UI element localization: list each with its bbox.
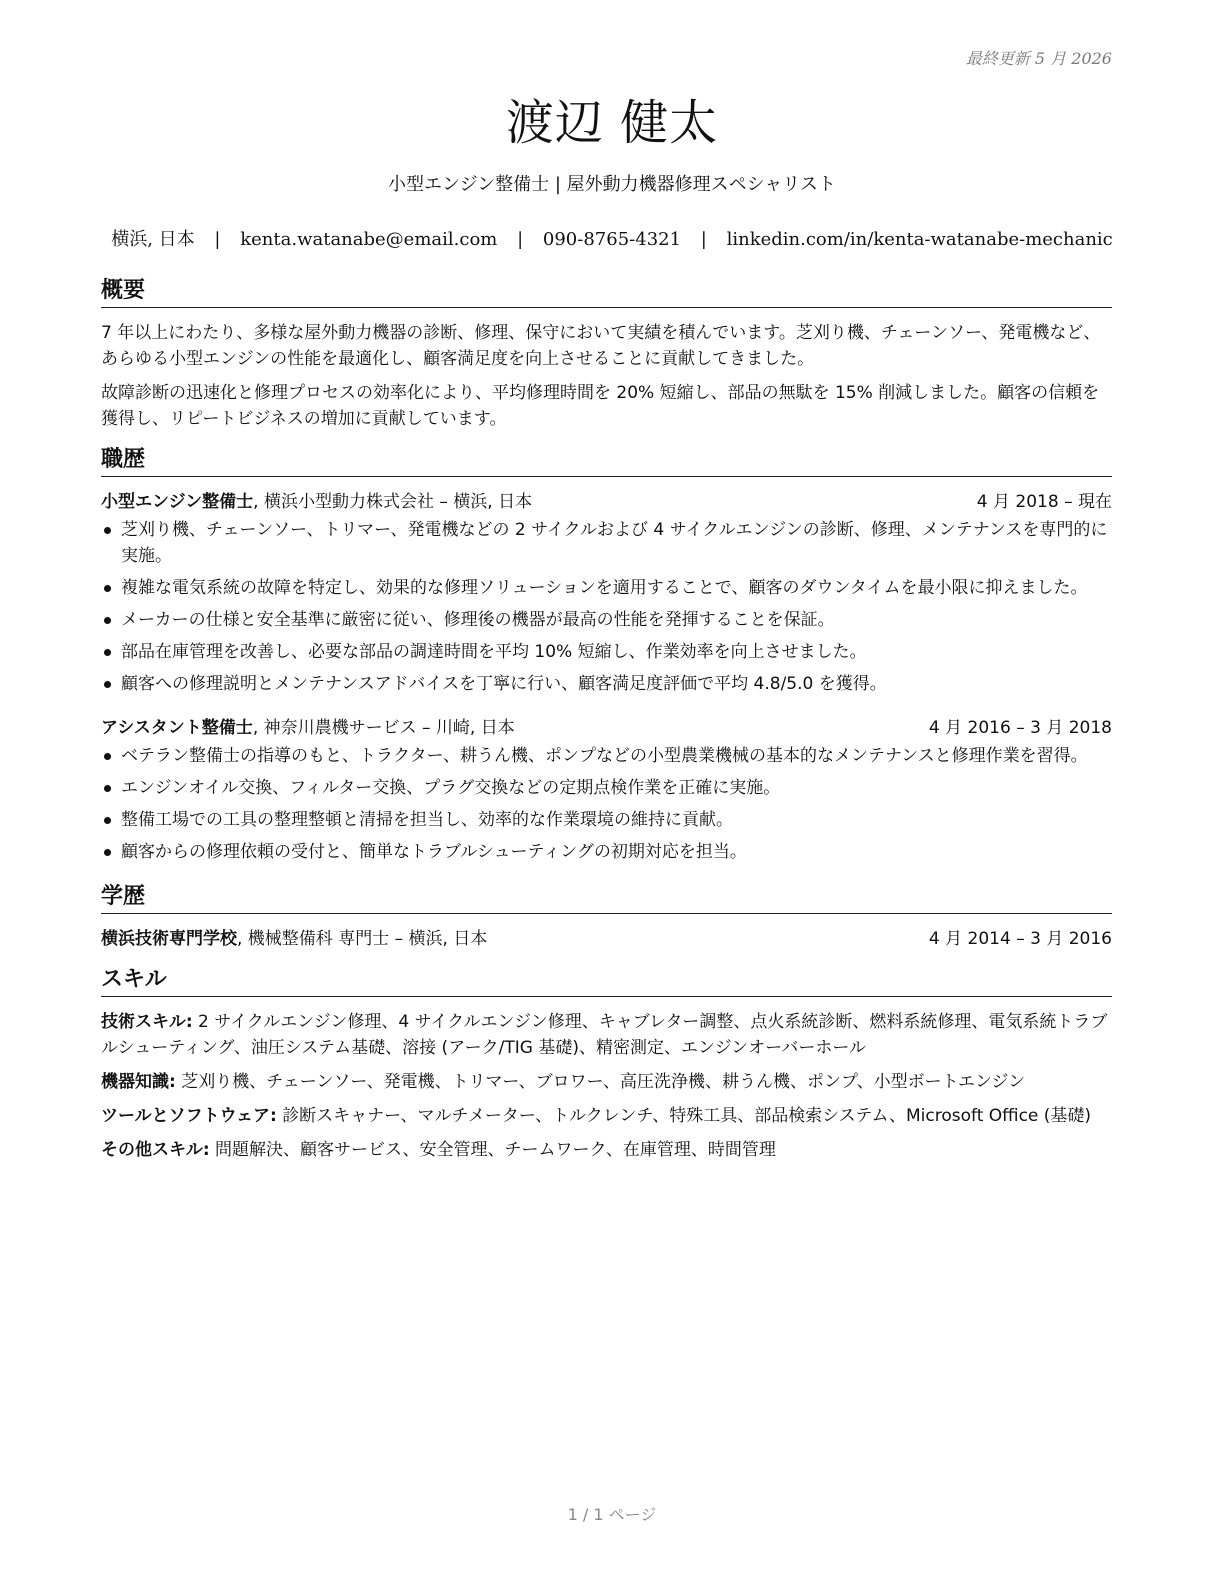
job-dates: 4 月 2016 – 3 月 2018 <box>928 718 1112 738</box>
section-heading-skills: スキル <box>101 966 1112 997</box>
job-title: アシスタント整備士 <box>101 718 253 738</box>
skill-row <box>101 1103 1112 1129</box>
contact-separator: | <box>214 229 221 250</box>
job-entry <box>101 489 1112 697</box>
summary-paragraph: 故障診断の迅速化と修理プロセスの効率化により、平均修理時間を 20% 短縮し、部品の無駄を 15% 削減しました。顧客の信頼を獲得し、リピートビジネスの増加に貢献しています。 <box>101 383 1100 429</box>
job-bullets <box>101 517 1112 697</box>
page-number: 1 / 1 ページ <box>567 1505 657 1524</box>
job-role <box>101 715 515 741</box>
skill-row <box>101 1009 1112 1061</box>
experience-section <box>101 446 1112 865</box>
section-heading-experience: 職歴 <box>101 446 1112 477</box>
candidate-name: 渡辺 健太 <box>505 95 719 151</box>
job-bullet: 部品在庫管理を改善し、必要な部品の調達時間を平均 10% 短縮し、作業効率を向上させました。 <box>101 639 1112 665</box>
resume-content <box>101 277 1112 1171</box>
last-updated: 最終更新 5 月 2026 <box>965 49 1112 68</box>
skill-text: 問題解決、顧客サービス、安全管理、チームワーク、在庫管理、時間管理 <box>209 1140 776 1160</box>
education-dates: 4 月 2014 – 3 月 2016 <box>928 929 1112 949</box>
job-bullet: 顧客からの修理依頼の受付と、簡単なトラブルシューティングの初期対応を担当。 <box>101 839 1112 865</box>
contact-phone[interactable]: 090-8765-4321 <box>542 229 682 250</box>
skill-text: 診断スキャナー、マルチメーター、トルクレンチ、特殊工具、部品検索システム、Microsoft Office (基礎) <box>276 1106 1092 1126</box>
job-header <box>101 489 1112 515</box>
education-section <box>101 883 1112 952</box>
job-bullet: メーカーの仕様と安全基準に厳密に従い、修理後の機器が最高の性能を発揮することを保証。 <box>101 607 1112 633</box>
job-entry <box>101 715 1112 865</box>
contact-line <box>0 225 1224 251</box>
contact-separator: | <box>517 229 524 250</box>
job-bullet: エンジンオイル交換、フィルター交換、プラグ交換などの定期点検作業を正確に実施。 <box>101 775 1112 801</box>
skill-label: 技術スキル: <box>101 1012 193 1032</box>
contact-location: 横浜, 日本 <box>111 229 195 250</box>
summary-paragraph: 7 年以上にわたり、多様な屋外動力機器の診断、修理、保守において実績を積んでいます。芝刈り機、チェーンソー、発電機など、あらゆる小型エンジンの性能を最適化し、顧客満足度を向上させることに貢献してきました。 <box>101 323 1101 369</box>
section-heading-summary: 概要 <box>101 277 1112 308</box>
skill-row <box>101 1069 1112 1095</box>
contact-email[interactable]: kenta.watanabe@email.com <box>240 229 498 250</box>
job-bullet: 整備工場での工具の整理整頓と清掃を担当し、効率的な作業環境の維持に貢献。 <box>101 807 1112 833</box>
education-school-line <box>101 926 487 952</box>
job-header <box>101 715 1112 741</box>
summary-section <box>101 277 1112 432</box>
job-bullet: 芝刈り機、チェーンソー、トリマー、発電機などの 2 サイクルおよび 4 サイクルエンジンの診断、修理、メンテナンスを専門的に実施。 <box>101 517 1112 569</box>
skills-section <box>101 966 1112 1163</box>
education-school: 横浜技術専門学校 <box>101 929 237 949</box>
job-bullet: 顧客への修理説明とメンテナンスアドバイスを丁寧に行い、顧客満足度評価で平均 4.8/5.0 を獲得。 <box>101 671 1112 697</box>
education-detail: , 機械整備科 専門士 – 横浜, 日本 <box>237 929 488 949</box>
job-dates: 4 月 2018 – 現在 <box>976 492 1112 512</box>
section-heading-education: 学歴 <box>101 883 1112 914</box>
skill-label: ツールとソフトウェア: <box>101 1106 277 1126</box>
contact-separator: | <box>700 229 707 250</box>
job-bullet: 複雑な電気系統の故障を特定し、効果的な修理ソリューションを適用することで、顧客のダウンタイムを最小限に抑えました。 <box>101 575 1112 601</box>
job-bullet: ベテラン整備士の指導のもと、トラクター、耕うん機、ポンプなどの小型農業機械の基本的なメンテナンスと修理作業を習得。 <box>101 743 1112 769</box>
job-subtitle: 小型エンジン整備士 | 屋外動力機器修理スペシャリスト <box>388 174 836 195</box>
skill-row <box>101 1137 1112 1163</box>
skill-label: 機器知識: <box>101 1072 176 1092</box>
job-role <box>101 489 532 515</box>
job-org: , 横浜小型動力株式会社 – 横浜, 日本 <box>253 492 533 512</box>
skill-text: 2 サイクルエンジン修理、4 サイクルエンジン修理、キャブレター調整、点火系統診断、燃料系統修理、電気系統トラブルシューティング、油圧システム基礎、溶接 (アーク/TIG 基礎)、精密測定、エンジンオーバーホール <box>101 1012 1108 1058</box>
skill-label: その他スキル: <box>101 1140 210 1160</box>
education-entry <box>101 926 1112 952</box>
job-org: , 神奈川農機サービス – 川崎, 日本 <box>252 718 515 738</box>
contact-linkedin[interactable]: linkedin.com/in/kenta-watanabe-mechanic <box>726 229 1113 250</box>
job-title: 小型エンジン整備士 <box>101 492 254 512</box>
job-bullets <box>101 743 1112 865</box>
skill-text: 芝刈り機、チェーンソー、発電機、トリマー、ブロワー、高圧洗浄機、耕うん機、ポンプ、小型ボートエンジン <box>175 1072 1026 1092</box>
